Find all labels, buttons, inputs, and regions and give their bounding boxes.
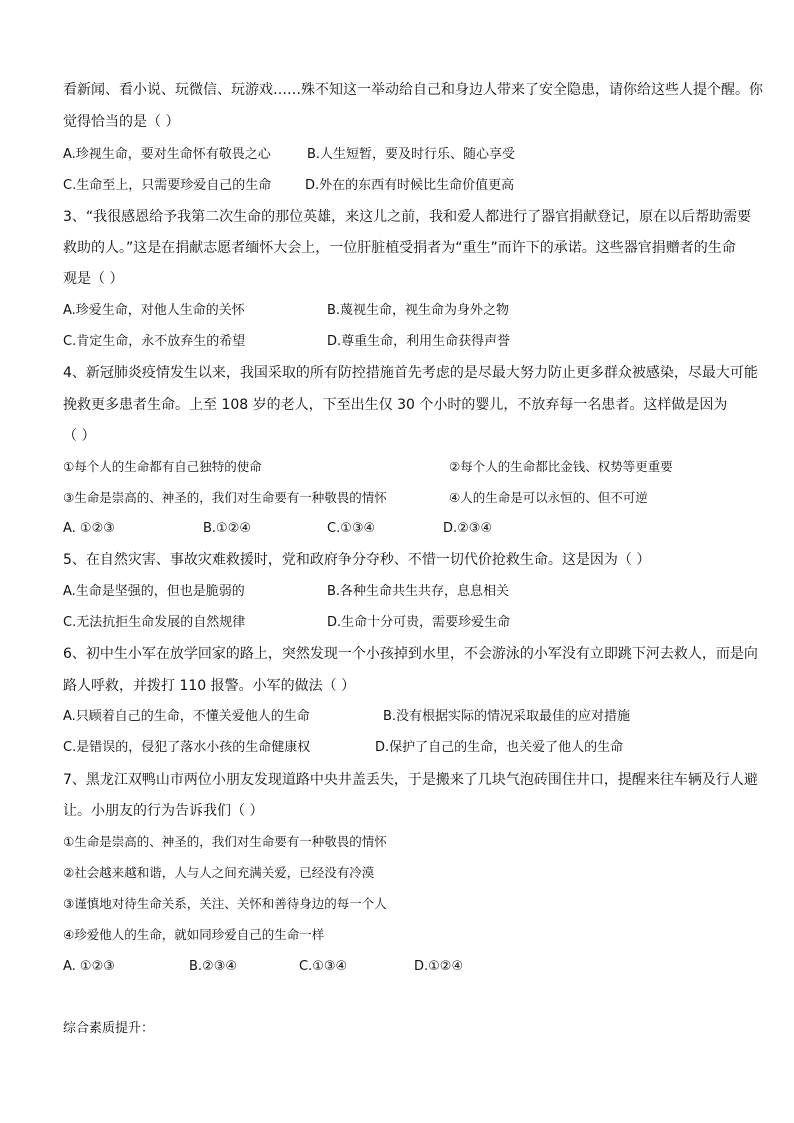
q2-stem-line-2: 觉得恰当的是（ ） [63, 114, 180, 130]
q2-option-a: A.珍视生命，要对生命怀有敬畏之心 [63, 147, 271, 162]
q4-statement-4: ④人的生命是可以永恒的、但不可逆 [449, 490, 648, 505]
q5-option-b: B.各种生命共生共存，息息相关 [327, 584, 510, 599]
q3-option-b: B.蔑视生命，视生命为身外之物 [327, 303, 510, 318]
q4-stem-line-1: 4、新冠肺炎疫情发生以来，我国采取的所有防控措施首先考虑的是尽最大努力防止更多群众被感染，尽最大可能 [63, 365, 758, 381]
q7-option-d: D.①②④ [414, 959, 464, 974]
q7-option-c: C.①③④ [299, 959, 348, 974]
q3-option-d: D.尊重生命，利用生命获得声誉 [327, 334, 511, 349]
q4-option-d: D.②③④ [443, 521, 493, 536]
q4-statement-3: ③生命是崇高的、神圣的，我们对生命要有一种敬畏的情怀 [63, 490, 387, 505]
q4-stem-line-2: 挽救更多患者生命。上至 108 岁的老人，下至出生仅 30 个小时的婴儿，不放弃每一名患者。这样做是因为 [63, 397, 728, 413]
q2-stem-line-1: 看新闻、看小说、玩微信、玩游戏……殊不知这一举动给自己和身边人带来了安全隐患，请你给这些人提个醒。你 [63, 82, 763, 98]
q5-stem-line-1: 5、在自然灾害、事故灾难救援时，党和政府争分夺秒、不惜一切代价抢救生命。这是因为（ ） [63, 552, 651, 568]
q6-option-d: D.保护了自己的生命，也关爱了他人的生命 [375, 740, 624, 755]
q3-stem-line-2: 救助的人。”这是在捐献志愿者缅怀大会上，一位肝脏植受捐者为“重生”而许下的承诺。这些器官捐赠者的生命 [63, 240, 736, 256]
section-title: 综合素质提升： [63, 1021, 155, 1036]
q6-option-a: A.只顾着自己的生命，不懂关爱他人的生命 [63, 709, 310, 724]
q6-option-c: C.是错误的，侵犯了落水小孩的生命健康权 [63, 740, 311, 755]
q7-option-a: A. ①②③ [63, 959, 115, 974]
q5-option-c: C.无法抗拒生命发展的自然规律 [63, 615, 246, 630]
q2-option-c: C.生命至上，只需要珍爱自己的生命 [63, 178, 272, 193]
q7-statement-1: ①生命是崇高的、神圣的，我们对生命要有一种敬畏的情怀 [63, 834, 387, 849]
q3-option-c: C.肯定生命，永不放弃生的希望 [63, 334, 246, 349]
q4-option-a: A. ①②③ [63, 521, 115, 536]
q7-option-b: B.②③④ [189, 959, 238, 974]
q6-stem-line-1: 6、初中生小军在放学回家的路上，突然发现一个小孩掉到水里，不会游泳的小军没有立即跳下河去救人，而是向 [63, 646, 758, 662]
q7-stem-line-1: 7、黑龙江双鸭山市两位小朋友发现道路中央井盖丢失，于是搬来了几块气泡砖围住井口，提醒来往车辆及行人避 [63, 772, 758, 788]
q4-stem-line-3: （ ） [63, 428, 96, 444]
q2-option-d: D.外在的东西有时候比生命价值更高 [305, 178, 515, 193]
q4-option-b: B.①②④ [203, 521, 252, 536]
q6-option-b: B.没有根据实际的情况采取最佳的应对措施 [383, 709, 631, 724]
q2-option-b: B.人生短暂，要及时行乐、随心享受 [307, 147, 516, 162]
q5-option-d: D.生命十分可贵，需要珍爱生命 [327, 615, 511, 630]
q3-stem-line-1: 3、“我很感恩给予我第二次生命的那位英雄，来这儿之前，我和爱人都进行了器官捐献登记，原在以后帮助需要 [63, 209, 752, 225]
q4-option-c: C.①③④ [327, 521, 376, 536]
q7-statement-3: ③谨慎地对待生命关系，关注、关怀和善待身边的每一个人 [63, 896, 387, 911]
q7-statement-2: ②社会越来越和谐，人与人之间充满关爱，已经没有冷漠 [63, 865, 375, 880]
q5-option-a: A.生命是坚强的，但也是脆弱的 [63, 584, 245, 599]
q7-stem-line-2: 让。小朋友的行为告诉我们（ ） [63, 803, 264, 819]
q6-stem-line-2: 路人呼救，并拨打 110 报警。小军的做法（ ） [63, 678, 356, 694]
q4-statement-2: ②每个人的生命都比金钱、权势等更重要 [449, 459, 673, 474]
q3-option-a: A.珍爱生命，对他人生命的关怀 [63, 303, 245, 318]
q7-statement-4: ④珍爱他人的生命，就如同珍爱自己的生命一样 [63, 927, 325, 942]
q3-stem-line-3: 观是（ ） [63, 271, 124, 287]
q4-statement-1: ①每个人的生命都有自己独特的使命 [63, 459, 262, 474]
